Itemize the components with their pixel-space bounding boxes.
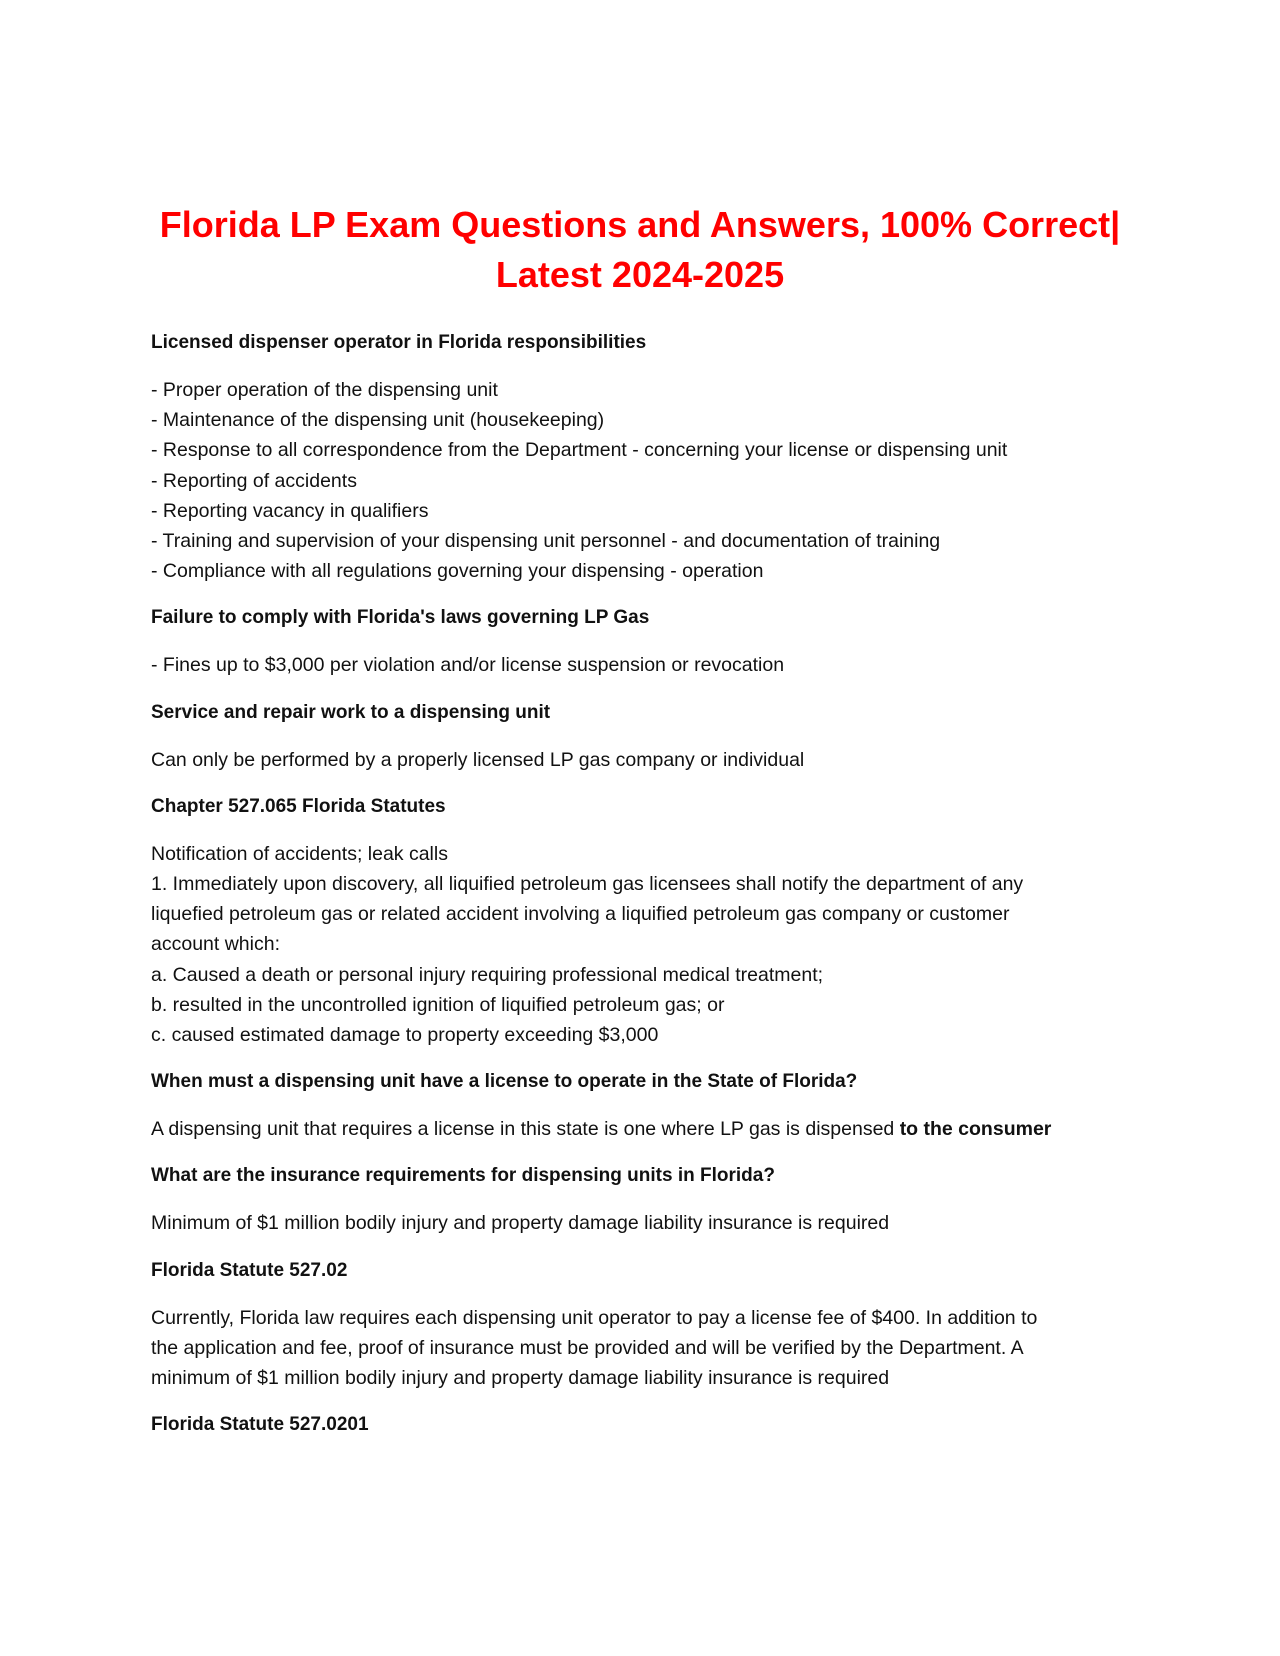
answer-line: Can only be performed by a properly licensed LP gas company or individual [151, 748, 805, 771]
title-line-1: Florida LP Exam Questions and Answers, 100% Correct| [159, 204, 1121, 245]
answer-line: - Reporting vacancy in qualifiers [151, 499, 429, 522]
answer-line: Minimum of $1 million bodily injury and property damage liability insurance is required [151, 1212, 890, 1235]
answer-line: A dispensing unit that requires a license in this state is one where LP gas is dispensed [151, 1118, 900, 1141]
qa-section [151, 1067, 1131, 1144]
qa-section [151, 698, 1131, 775]
qa-list [151, 328, 1131, 1457]
answer-line: account which: [151, 933, 280, 956]
answer-line: Currently, Florida law requires each dispensing unit operator to pay a license fee of $400. In addition to [151, 1306, 1038, 1329]
qa-section [151, 1410, 1131, 1440]
answer-text [151, 1114, 1131, 1144]
document-title [130, 200, 1150, 300]
question-heading: When must a dispensing unit have a license to operate in the State of Florida? [151, 1071, 858, 1093]
answer-text [151, 375, 1131, 586]
answer-line: 1. Immediately upon discovery, all liquified petroleum gas licensees shall notify the department of any [151, 873, 1024, 896]
answer-text [151, 839, 1131, 1050]
answer-line: - Response to all correspondence from the Department - concerning your license or dispensing unit [151, 439, 1008, 462]
answer-emphasis: to the consumer [899, 1118, 1052, 1141]
answer-line: - Reporting of accidents [151, 469, 357, 492]
answer-line: Notification of accidents; leak calls [151, 842, 448, 865]
title-line-2: Latest 2024-2025 [495, 254, 785, 295]
qa-section [151, 328, 1131, 586]
answer-line: b. resulted in the uncontrolled ignition of liquified petroleum gas; or [151, 993, 725, 1016]
qa-section [151, 1256, 1131, 1394]
answer-line: - Proper operation of the dispensing unit [151, 379, 498, 401]
answer-text [151, 1208, 1131, 1238]
question-heading: Chapter 527.065 Florida Statutes [151, 795, 446, 817]
qa-section [151, 1161, 1131, 1238]
question-heading: Florida Statute 527.0201 [151, 1414, 369, 1436]
answer-line: liquefied petroleum gas or related accident involving a liquified petroleum gas company or customer [151, 903, 1010, 926]
question-heading: What are the insurance requirements for dispensing units in Florida? [151, 1165, 775, 1187]
answer-line: - Compliance with all regulations governing your dispensing - operation [151, 560, 764, 583]
qa-section [151, 792, 1131, 1050]
qa-section [151, 603, 1131, 680]
answer-line: the application and fee, proof of insurance must be provided and will be verified by the Department. A [151, 1336, 1024, 1359]
answer-line: - Training and supervision of your dispensing unit personnel - and documentation of training [151, 530, 941, 553]
answer-line: c. caused estimated damage to property exceeding $3,000 [151, 1024, 659, 1047]
answer-text [151, 650, 1131, 680]
question-heading: Florida Statute 527.02 [151, 1259, 348, 1281]
question-heading: Failure to comply with Florida's laws governing LP Gas [151, 607, 650, 629]
answer-line: - Fines up to $3,000 per violation and/or license suspension or revocation [151, 654, 785, 677]
question-heading: Licensed dispenser operator in Florida responsibilities [151, 332, 647, 353]
answer-line: minimum of $1 million bodily injury and property damage liability insurance is required [151, 1367, 890, 1390]
answer-line: - Maintenance of the dispensing unit (housekeeping) [151, 409, 605, 432]
answer-line: a. Caused a death or personal injury requiring professional medical treatment; [151, 963, 824, 986]
question-heading: Service and repair work to a dispensing unit [151, 701, 551, 723]
answer-text [151, 745, 1131, 775]
answer-text [151, 1303, 1131, 1394]
